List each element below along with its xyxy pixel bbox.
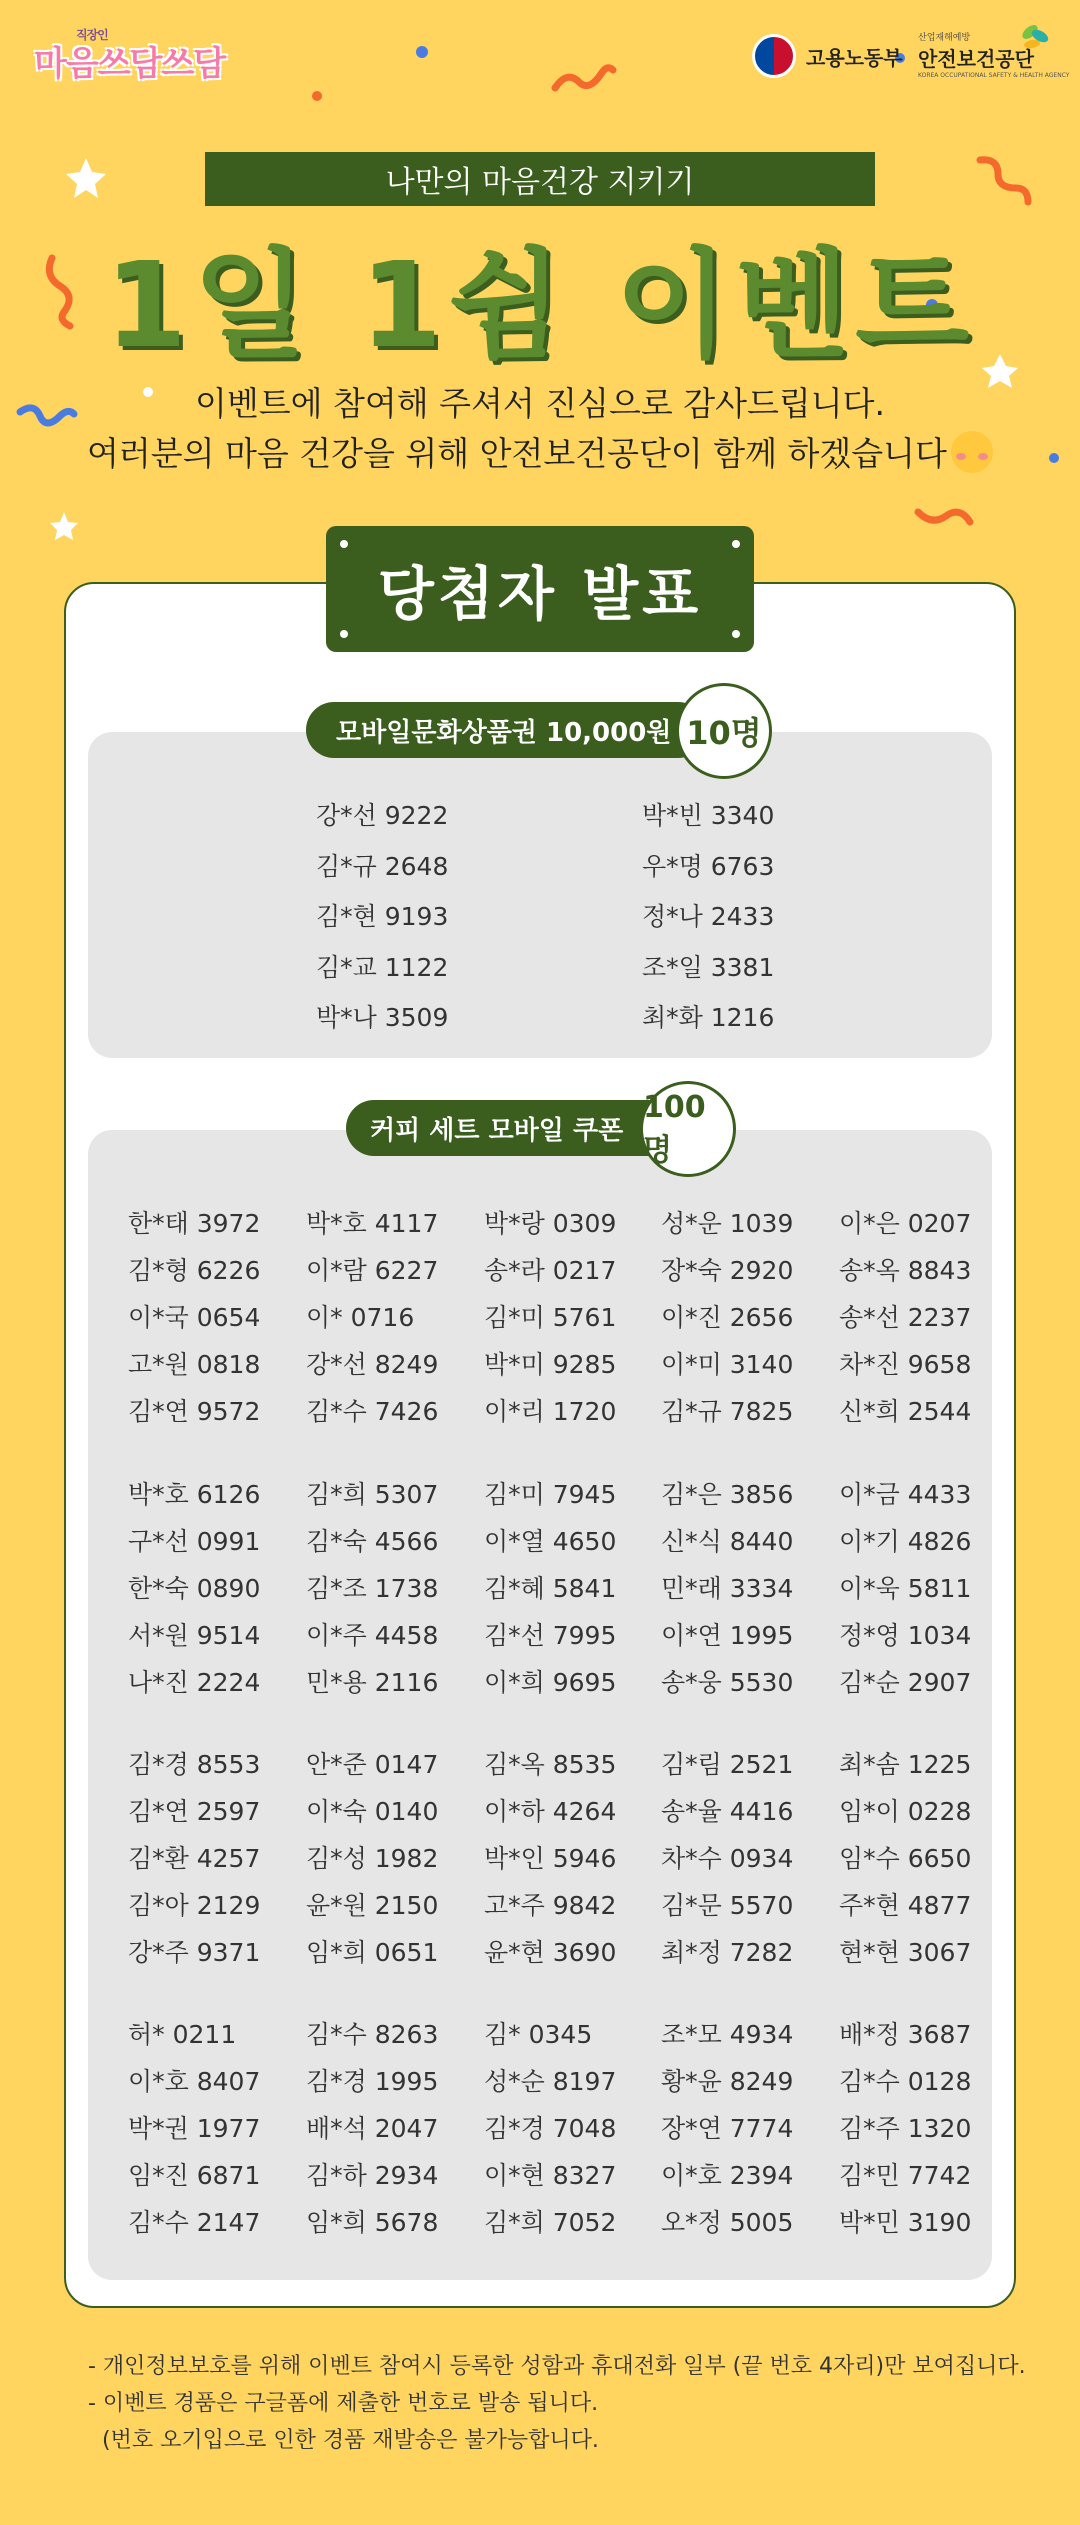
winner-name: 최*정 7282 bbox=[661, 1938, 794, 1967]
kosha-tiny-text: KOREA OCCUPATIONAL SAFETY & HEALTH AGENCY bbox=[918, 72, 1070, 79]
decor-dot bbox=[732, 540, 740, 548]
winner-name: 김*경 8553 bbox=[128, 1750, 261, 1779]
winner-name: 김*현 9193 bbox=[316, 902, 449, 931]
winner-name: 신*희 2544 bbox=[839, 1397, 972, 1426]
winner-name: 김*조 1738 bbox=[306, 1574, 439, 1603]
winner-name: 고*주 9842 bbox=[484, 1891, 617, 1920]
kosha-small-text: 산업재해예방 bbox=[918, 33, 971, 43]
winner-name: 박*권 1977 bbox=[128, 2114, 261, 2143]
winner-name: 김*수 8263 bbox=[306, 2020, 439, 2049]
winner-name: 이*기 4826 bbox=[839, 1527, 972, 1556]
winner-name: 김*경 7048 bbox=[484, 2114, 617, 2143]
winner-name: 이* 0716 bbox=[306, 1303, 415, 1332]
winner-name: 강*선 9222 bbox=[316, 801, 449, 830]
kosha-leaf-icon bbox=[1018, 20, 1052, 54]
winner-name: 김*규 7825 bbox=[661, 1397, 794, 1426]
winner-name: 김*연 9572 bbox=[128, 1397, 261, 1426]
winner-name: 황*윤 8249 bbox=[661, 2067, 794, 2096]
moel-logo bbox=[752, 34, 903, 78]
winner-name: 우*명 6763 bbox=[642, 851, 775, 881]
winner-name: 조*일 3381 bbox=[642, 952, 775, 982]
winner-name: 임*이 0228 bbox=[839, 1797, 972, 1826]
winner-name: 한*태 3972 bbox=[128, 1209, 261, 1238]
winner-name: 김*옥 8535 bbox=[484, 1750, 617, 1779]
winner-name: 김*문 5570 bbox=[661, 1891, 794, 1920]
winner-name: 이*람 6227 bbox=[306, 1256, 439, 1285]
winner-name: 김*형 6226 bbox=[128, 1256, 261, 1285]
winner-name: 허* 0211 bbox=[128, 2020, 237, 2049]
winner-name: 차*수 0934 bbox=[661, 1844, 794, 1873]
winner-name: 정*나 2433 bbox=[642, 902, 775, 931]
winner-name: 나*진 2224 bbox=[128, 1668, 261, 1697]
winner-name: 안*준 0147 bbox=[306, 1750, 439, 1779]
winner-name: 송*율 4416 bbox=[661, 1797, 794, 1826]
event-title: 1일 1쉼 이벤트 bbox=[104, 236, 976, 374]
maeum-logo bbox=[34, 28, 226, 85]
thanks-line-1: 이벤트에 참여해 주셔서 진심으로 감사드립니다. bbox=[194, 384, 885, 423]
winner-name: 이*욱 5811 bbox=[839, 1574, 972, 1603]
winner-name: 조*모 4934 bbox=[661, 2020, 794, 2049]
winner-name: 이*호 2394 bbox=[661, 2161, 794, 2190]
winner-name: 이*주 4458 bbox=[306, 1621, 439, 1650]
winner-name: 배*석 2047 bbox=[306, 2114, 439, 2143]
winner-name: 최*화 1216 bbox=[642, 1003, 775, 1032]
winner-name: 강*선 8249 bbox=[306, 1350, 439, 1379]
winner-name: 김*경 1995 bbox=[306, 2067, 439, 2096]
winner-name: 김*민 7742 bbox=[839, 2161, 972, 2190]
prize2-label: 커피 세트 모바일 쿠폰 bbox=[346, 1100, 676, 1156]
winner-name: 김*주 1320 bbox=[839, 2114, 972, 2143]
winner-name: 서*원 9514 bbox=[128, 1621, 261, 1650]
winner-name: 장*숙 2920 bbox=[661, 1256, 794, 1285]
winner-name: 김*미 7945 bbox=[484, 1480, 617, 1509]
winner-name: 박*민 3190 bbox=[839, 2208, 972, 2237]
winner-name: 송*웅 5530 bbox=[661, 1668, 794, 1697]
winner-name: 송*선 2237 bbox=[839, 1303, 972, 1332]
winner-name: 주*현 4877 bbox=[839, 1891, 972, 1920]
winner-name: 장*연 7774 bbox=[661, 2114, 794, 2143]
winner-name: 이*금 4433 bbox=[839, 1480, 972, 1509]
winner-name: 이*은 0207 bbox=[839, 1209, 972, 1238]
winner-name: 김*희 7052 bbox=[484, 2208, 617, 2237]
winner-name: 한*숙 0890 bbox=[128, 1574, 261, 1603]
winner-name: 김*수 2147 bbox=[128, 2208, 261, 2237]
winner-name: 이*현 8327 bbox=[484, 2161, 617, 2190]
winner-name: 이*진 2656 bbox=[661, 1303, 794, 1332]
notice-line: - 이벤트 경품은 구글폼에 제출한 번호로 발송 됩니다. bbox=[88, 2391, 599, 2416]
winner-name: 김*아 2129 bbox=[128, 1891, 261, 1920]
taegeuk-icon bbox=[752, 34, 796, 78]
winner-name: 이*숙 0140 bbox=[306, 1797, 439, 1826]
winner-name: 이*하 4264 bbox=[484, 1797, 617, 1826]
winner-name: 임*진 6871 bbox=[128, 2161, 261, 2190]
thanks-line-2-wrap bbox=[0, 428, 1080, 475]
prize1-label: 모바일문화상품권 10,000원 bbox=[306, 702, 706, 758]
winner-name: 박*호 4117 bbox=[306, 1209, 439, 1238]
announce-title: 당첨자 발표 bbox=[377, 560, 703, 628]
winner-name: 김*수 0128 bbox=[839, 2067, 972, 2096]
winner-name: 김*성 1982 bbox=[306, 1844, 439, 1873]
winner-name: 민*용 2116 bbox=[306, 1668, 439, 1697]
winner-name: 차*진 9658 bbox=[839, 1350, 972, 1379]
winner-name: 성*순 8197 bbox=[484, 2067, 617, 2096]
thanks-line-2: 여러분의 마음 건강을 위해 안전보건공단이 함께 하겠습니다 bbox=[87, 434, 947, 473]
decor-dot bbox=[340, 540, 348, 548]
winner-name: 김*은 3856 bbox=[661, 1480, 794, 1509]
winner-name: 구*선 0991 bbox=[128, 1527, 261, 1556]
decor-dot bbox=[340, 630, 348, 638]
smiling-face-with-hearts-icon bbox=[951, 431, 993, 473]
winner-name: 박*호 6126 bbox=[128, 1480, 261, 1509]
winner-name: 송*옥 8843 bbox=[839, 1256, 972, 1285]
winner-name: 임*희 0651 bbox=[306, 1938, 439, 1967]
winner-name: 강*주 9371 bbox=[128, 1938, 261, 1967]
winner-name: 박*빈 3340 bbox=[642, 801, 775, 830]
winner-name: 김*미 5761 bbox=[484, 1303, 617, 1332]
winner-name: 김*희 5307 bbox=[306, 1480, 439, 1509]
winner-name: 김*혜 5841 bbox=[484, 1574, 617, 1603]
prize1-panel bbox=[88, 732, 992, 1058]
winner-name: 윤*현 3690 bbox=[484, 1938, 617, 1967]
winner-name: 김*규 2648 bbox=[316, 851, 449, 881]
winner-name: 박*나 3509 bbox=[316, 1003, 449, 1032]
winner-name: 이*호 8407 bbox=[128, 2067, 261, 2096]
winner-name: 최*솜 1225 bbox=[839, 1750, 972, 1779]
winner-name: 신*식 8440 bbox=[661, 1527, 794, 1556]
winner-name: 김*하 2934 bbox=[306, 2161, 439, 2190]
winner-name: 임*희 5678 bbox=[306, 2208, 439, 2237]
winner-name: 이*연 1995 bbox=[661, 1621, 794, 1650]
winner-name: 김*수 7426 bbox=[306, 1397, 439, 1426]
winner-name: 이*열 4650 bbox=[484, 1527, 617, 1556]
prize2-count-badge: 100명 bbox=[640, 1081, 736, 1177]
winner-name: 성*운 1039 bbox=[661, 1209, 794, 1238]
winner-name: 이*리 1720 bbox=[484, 1397, 617, 1426]
notice-text bbox=[88, 2348, 1026, 2459]
winner-name: 박*인 5946 bbox=[484, 1844, 617, 1873]
winner-name: 김*연 2597 bbox=[128, 1797, 261, 1826]
winner-name: 이*국 0654 bbox=[128, 1303, 261, 1332]
decor-dot bbox=[732, 630, 740, 638]
subtitle-bar: 나만의 마음건강 지키기 bbox=[205, 152, 875, 206]
winner-name: 김*환 4257 bbox=[128, 1844, 261, 1873]
winner-name: 고*원 0818 bbox=[128, 1350, 261, 1379]
prize1-count-badge: 10명 bbox=[676, 683, 772, 779]
gov-name: 고용노동부 bbox=[806, 45, 903, 70]
winner-name: 민*래 3334 bbox=[661, 1574, 794, 1603]
winner-name: 오*정 5005 bbox=[661, 2208, 794, 2237]
notice-line: (번호 오기입으로 인한 경품 재발송은 불가능합니다. bbox=[88, 2428, 599, 2453]
kosha-name: 안전보건공단 bbox=[918, 47, 1034, 71]
winner-name: 김*순 2907 bbox=[839, 1668, 972, 1697]
winner-name: 정*영 1034 bbox=[839, 1621, 972, 1650]
winner-name: 임*수 6650 bbox=[839, 1844, 972, 1873]
winner-name: 배*정 3687 bbox=[839, 2020, 972, 2049]
winner-name: 김*선 7995 bbox=[484, 1621, 617, 1650]
logo-small-text: 직장인 bbox=[76, 28, 108, 42]
winner-name: 김*림 2521 bbox=[661, 1750, 794, 1779]
winner-name: 박*랑 0309 bbox=[484, 1209, 617, 1238]
winner-name: 김*숙 4566 bbox=[306, 1527, 439, 1556]
winner-name: 김*교 1122 bbox=[316, 952, 449, 982]
winner-name: 이*미 3140 bbox=[661, 1350, 794, 1379]
winner-name: 김* 0345 bbox=[484, 2020, 593, 2049]
winner-name: 박*미 9285 bbox=[484, 1350, 617, 1379]
winner-name: 윤*원 2150 bbox=[306, 1891, 439, 1920]
winner-name: 이*희 9695 bbox=[484, 1668, 617, 1697]
winner-name: 현*현 3067 bbox=[839, 1938, 972, 1967]
winner-name: 송*라 0217 bbox=[484, 1256, 617, 1285]
logo-text: 마음쓰담쓰담 bbox=[34, 44, 226, 84]
announce-banner bbox=[326, 526, 754, 652]
notice-line: - 개인정보보호를 위해 이벤트 참여시 등록한 성함과 휴대전화 일부 (끝 번호 4자리)만 보여집니다. bbox=[88, 2354, 1026, 2379]
